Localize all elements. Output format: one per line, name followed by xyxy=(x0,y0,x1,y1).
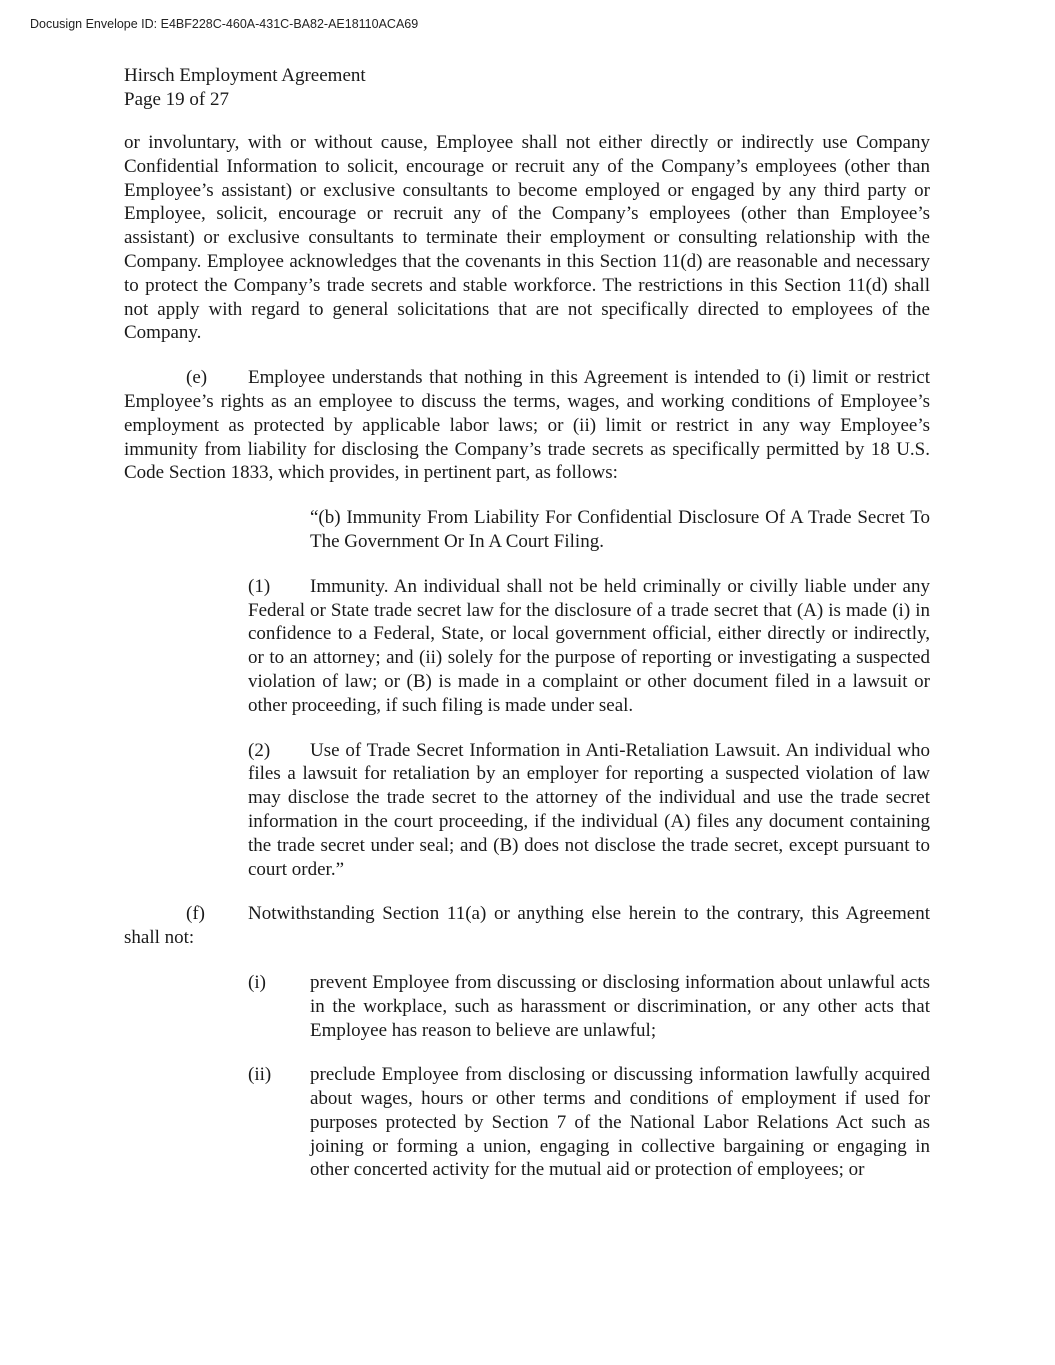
document-title: Hirsch Employment Agreement xyxy=(124,65,366,86)
quote-1-text: Immunity. An individual shall not be held criminally or civilly liable under any Federal or State trade secret law for the disclosure of a trade secret that (A) is made (i) in confidence to a Federal, State, or local government official, either directly or indirectly, or to an attorney; and (ii) solely for the purpose of reporting or investigating a suspected violation of law; or (B) is made in a complaint or other document filed in a lawsuit or other proceeding, if such filing is made under seal. xyxy=(248,575,930,716)
list-item-text: prevent Employee from discussing or disclosing information about unlawful acts in the workplace, such as harassment or discrimination, or any other acts that Employee has reason to believe are unlawful; xyxy=(310,971,930,1041)
statute-quote-paragraph-1 xyxy=(248,575,930,718)
statute-quote-paragraph-2 xyxy=(248,739,930,882)
list-item xyxy=(248,1063,930,1182)
section-f-paragraph xyxy=(124,902,930,950)
quote-2-label: (2) xyxy=(248,739,271,761)
section-e-text: Employee understands that nothing in this Agreement is intended to (i) limit or restrict Employee’s rights as an employee to discuss the terms, wages, and working conditions of Employee’s employment as protected by applicable labor laws; or (ii) limit or restrict in any way Employee’s immunity from liability for disclosing the Company’s trade secrets as specifically permitted by 18 U.S. Code Section 1833, which provides, in pertinent part, as follows: xyxy=(124,367,930,484)
document-body xyxy=(124,131,930,1182)
envelope-id: Docusign Envelope ID: E4BF228C-460A-431C-BA82-AE18110ACA69 xyxy=(30,17,419,31)
quote-1-label: (1) xyxy=(248,575,271,597)
page-number: Page 19 of 27 xyxy=(124,89,230,110)
quote-2-text: Use of Trade Secret Information in Anti-Retaliation Lawsuit. An individual who files a lawsuit for retaliation by an employer for reporting a suspected violation of law may disclose the trade secret to the attorney of the individual and use the trade secret information in the court proceeding, if the individual (A) files any document containing the trade secret under seal; and (B) does not disclose the trade secret, except pursuant to court order.” xyxy=(248,739,930,880)
section-f-text: Notwithstanding Section 11(a) or anything else herein to the contrary, this Agreement shall not: xyxy=(124,903,930,949)
section-f-label: (f) xyxy=(186,903,205,925)
list-item xyxy=(248,971,930,1042)
list-marker: (ii) xyxy=(248,1064,272,1086)
list-item-text: preclude Employee from disclosing or discussing information lawfully acquired about wages, hours or other terms and conditions of employment if used for purposes protected by Section 7 of the National Labor Relations Act such as joining or forming a union, engaging in collective bargaining or engaging in other concerted activity for the mutual aid or protection of employees; or xyxy=(310,1064,930,1181)
document-header xyxy=(124,64,366,112)
list-marker: (i) xyxy=(248,971,266,993)
section-e-label: (e) xyxy=(186,367,208,389)
statute-quote-title: “(b) Immunity From Liability For Confidential Disclosure Of A Trade Secret To The Government Or In A Court Filing. xyxy=(310,507,930,552)
section-e-paragraph xyxy=(124,366,930,485)
continuation-paragraph: or involuntary, with or without cause, Employee shall not either directly or indirectly use Company Confidential Information to solicit, encourage or recruit any of the Company’s employees (other than Employee’s assistant) or exclusive consultants to become employed or engaged by any third party or Employee, solicit, encourage or recruit any of the Company’s employees (other than Employee’s assistant) or exclusive consultants to terminate their employment or consulting relationship with the Company. Employee acknowledges that the covenants in this Section 11(d) are reasonable and necessary to protect the Company’s trade secrets and stable workforce. The restrictions in this Section 11(d) shall not apply with regard to general solicitations that are not specifically directed to employees of the Company. xyxy=(124,132,930,344)
